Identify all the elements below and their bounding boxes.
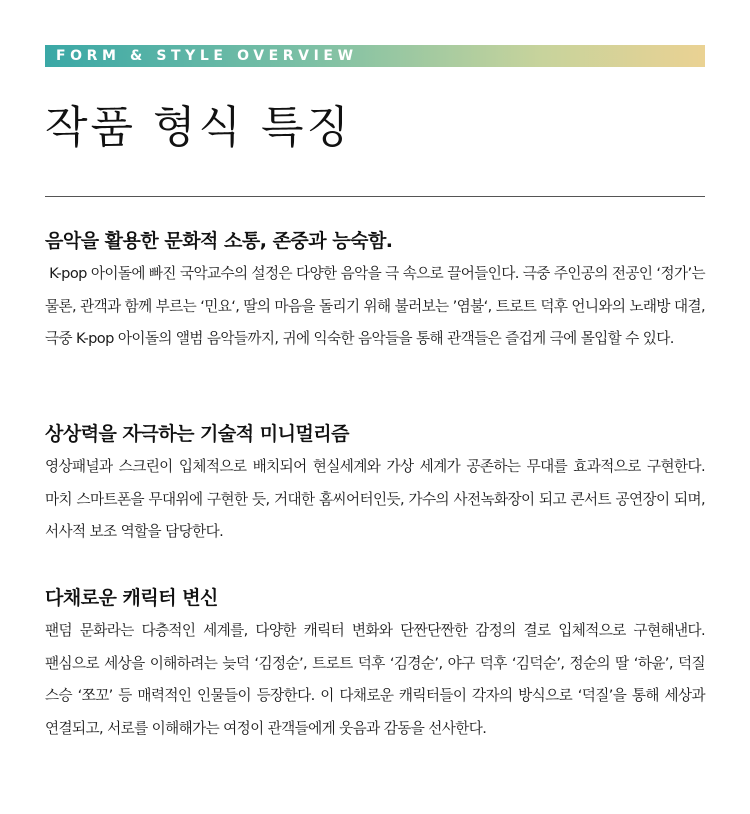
section-heading: 다채로운 캐릭터 변신 bbox=[45, 587, 218, 609]
section-music bbox=[45, 227, 710, 356]
section-minimalism bbox=[45, 420, 710, 549]
page-title: 작품 형식 특징 bbox=[45, 102, 352, 153]
section-banner bbox=[45, 45, 705, 67]
section-characters bbox=[45, 584, 710, 745]
section-heading: 음악을 활용한 문화적 소통, 존중과 능숙함. bbox=[45, 230, 393, 252]
section-body: K-pop 아이돌에 빠진 국악교수의 설정은 다양한 음악을 극 속으로 끌어들인다. 극중 주인공의 전공인 ‘정가’는 물론, 관객과 함께 부르는 ‘민요‘, 딸의 마음을 돌리기 위해 불러보는 ’염불‘, 트로트 덕후 언니와의 노래방 대결, 극중 K-pop 아이돌의 앨범 음악들까지, 귀에 익숙한 음악들을 통해 관객들은 즐겁게 극에 몰입할 수 있다. bbox=[45, 265, 710, 347]
section-body: 영상패널과 스크린이 입체적으로 배치되어 현실세계와 가상 세계가 공존하는 무대를 효과적으로 구현한다. 마치 스마트폰을 무대위에 구현한 듯, 거대한 홈씨어터인듯, 가수의 사전녹화장이 되고 콘서트 공연장이 되며, 서사적 보조 역할을 담당한다. bbox=[45, 458, 710, 540]
title-divider bbox=[45, 196, 705, 197]
section-heading: 상상력을 자극하는 기술적 미니멀리즘 bbox=[45, 423, 350, 445]
section-body: 팬덤 문화라는 다층적인 세계를, 다양한 캐릭터 변화와 단짠단짠한 감정의 결로 입체적으로 구현해낸다. 팬심으로 세상을 이해하려는 늦덕 ‘김정순’, 트로트 덕후 ‘김경순’, 야구 덕후 ‘김덕순’, 정순의 딸 ‘하윤’, 덕질 스승 ‘쪼꼬’ 등 매력적인 인물들이 등장한다. 이 다채로운 캐릭터들이 각자의 방식으로 ‘덕질’을 통해 세상과 연결되고, 서로를 이해해가는 여정이 관객들에게 웃음과 감동을 선사한다. bbox=[45, 622, 710, 737]
banner-label: FORM & STYLE OVERVIEW bbox=[56, 48, 358, 64]
